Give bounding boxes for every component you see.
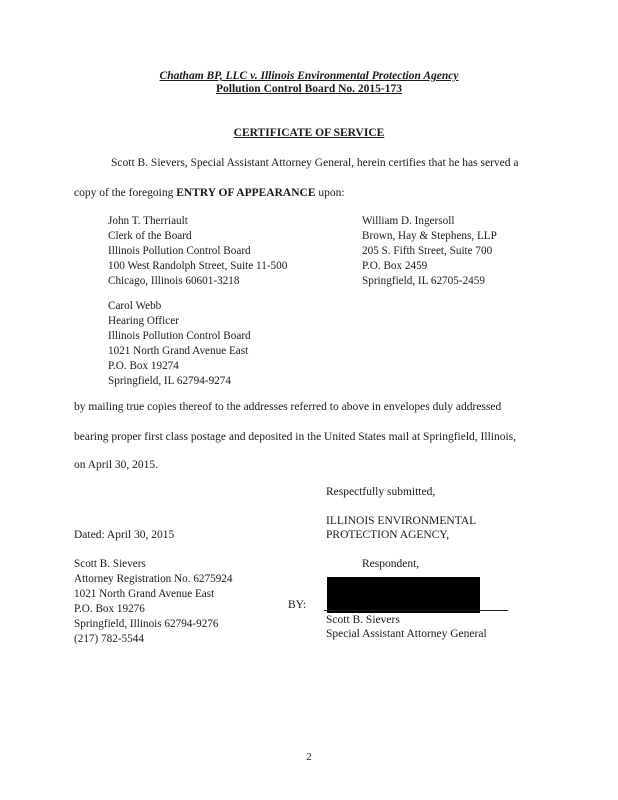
address-line: Illinois Pollution Control Board xyxy=(108,245,251,257)
mailing-line2: bearing proper first class postage and deposited in the United States mail at Springfield, Illinois, xyxy=(74,431,517,443)
case-number: Pollution Control Board No. 2015-173 xyxy=(215,83,403,95)
recipient-webb xyxy=(108,299,251,389)
mailing-line1: by mailing true copies thereof to the addresses referred to above in envelopes duly addressed xyxy=(74,401,502,413)
attorney-contact-block xyxy=(74,557,232,647)
by-label: BY: xyxy=(288,599,307,611)
attorney-line: (217) 782-5544 xyxy=(74,633,144,645)
address-line: Hearing Officer xyxy=(108,315,179,327)
date-line: Dated: April 30, 2015 xyxy=(74,529,175,541)
certificate-intro-line1: Scott B. Sievers, Special Assistant Attorney General, herein certifies that he has served a xyxy=(111,157,519,169)
signer-title: Special Assistant Attorney General xyxy=(326,628,487,640)
page-number: 2 xyxy=(306,751,312,763)
address-line: Illinois Pollution Control Board xyxy=(108,330,251,342)
party-name-line1: ILLINOIS ENVIRONMENTAL xyxy=(326,515,477,527)
address-line: Brown, Hay & Stephens, LLP xyxy=(362,230,497,242)
signer-name: Scott B. Sievers xyxy=(326,614,400,626)
address-line: William D. Ingersoll xyxy=(362,215,455,227)
certificate-intro-line2 xyxy=(74,187,345,199)
attorney-line: 1021 North Grand Avenue East xyxy=(74,588,215,600)
address-line: 1021 North Grand Avenue East xyxy=(108,345,249,357)
address-line: Clerk of the Board xyxy=(108,230,192,242)
respondent-label: Respondent, xyxy=(362,558,420,570)
intro-prefix: copy of the foregoing xyxy=(74,187,177,199)
attorney-line: Scott B. Sievers xyxy=(74,558,146,570)
recipient-ingersoll xyxy=(362,214,497,289)
address-line: John T. Therriault xyxy=(108,215,188,227)
address-line: P.O. Box 2459 xyxy=(362,260,428,272)
address-line: Springfield, IL 62794-9274 xyxy=(108,375,231,387)
respectfully-submitted: Respectfully submitted, xyxy=(326,486,436,498)
signature-line xyxy=(324,610,508,611)
address-line: Chicago, Illinois 60601-3218 xyxy=(108,275,240,287)
certificate-heading: CERTIFICATE OF SERVICE xyxy=(233,127,385,139)
attorney-line: P.O. Box 19276 xyxy=(74,603,145,615)
attorney-line: Attorney Registration No. 6275924 xyxy=(74,573,233,585)
attorney-line: Springfield, Illinois 62794-9276 xyxy=(74,618,219,630)
address-line: 205 S. Fifth Street, Suite 700 xyxy=(362,245,493,257)
intro-suffix: upon: xyxy=(315,187,345,199)
address-line: P.O. Box 19274 xyxy=(108,360,179,372)
address-line: Springfield, IL 62705-2459 xyxy=(362,275,485,287)
redacted-signature xyxy=(327,577,480,613)
address-line: Carol Webb xyxy=(108,300,162,312)
address-line: 100 West Randolph Street, Suite 11-500 xyxy=(108,260,288,272)
recipient-therriault xyxy=(108,214,287,289)
mailing-line3: on April 30, 2015. xyxy=(74,459,159,471)
party-name-line2: PROTECTION AGENCY, xyxy=(326,529,450,541)
document-title: ENTRY OF APPEARANCE xyxy=(176,187,316,199)
case-title: Chatham BP, LLC v. Illinois Environmental Protection Agency xyxy=(159,70,459,82)
